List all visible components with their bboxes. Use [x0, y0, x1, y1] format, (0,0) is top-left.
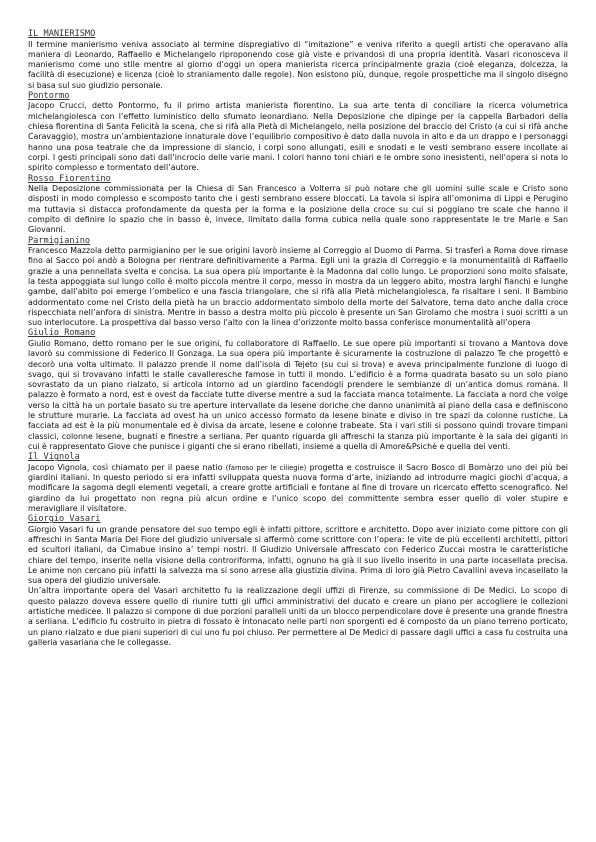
section-heading: Rosso Fiorentino [28, 173, 111, 184]
section-heading: Pontormo [28, 90, 70, 101]
section-paragraph: Nella Deposizione commissionata per la Chiesa di San Francesco a Volterra si può notare che gli uomini sulle scale e Cristo sono disposti in modo complesso e scomposto tanto che i gesti sembrano essere bloccati. La tavola si ispira all’omonima di Lippi e Perugino ma tuttavia si distacca profondamente da questa per la forma e la posizione della croce su cui si poggiano tre scale che hanno il compito di definire lo spazio che in basso è, invece, limitato dalla forma cubica nella quale sono rappresentate le tre Marie e San Giovanni. [28, 184, 568, 235]
section-heading: Giorgio Vasari [28, 514, 101, 525]
section-heading: Parmigianino [28, 235, 91, 246]
section-paragraph: Giorgio Vasari fu un grande pensatore del suo tempo egli è infatti pittore, scrittore e architetto. Dopo aver iniziato come pittore con gli affreschi in Santa Maria Del Fiore del giudizio universale si affermò come scrittore con l’opera: le vite de più eccellenti architetti, pittori ed scultori italiani, da Cimabue insino a’ tempi nostri. Il Giudizio Universale affrescato con Federico Zuccai mostra le caratteristiche chiare del tempo, inserite nella visione della controriforma, infatti, ognuno ha già il suo livello inserito in una parte incasellata precisa. Le anime non cercano più infatti la salvezza ma si sono arrese alla giustizia divina. Prima di loro già Pietro Cavallini aveva incasellato la sua opera del giudizio universale. [28, 524, 568, 586]
section-paragraph: Giulio Romano, detto romano per le sue origini, fu collaboratore di Raffaello. Le sue opere più importanti si trovano a Mantova dove lavorò su commissione di Federico II Gonzaga. La sua opera più importante è sicuramente la costruzione di palazzo Te che progettò e decorò una volta ultimato. Il palazzo prende il nome dall’isola di Tejeto (su cui si trova) e aveva principalmente funzione di luogo di svago, qui si trovavano infatti le stalle cavalleresche famose in tutti il mondo. L’edificio è a forma quadrata basato su un solo piano sovrastato da un piano rialzato, si articola intorno ad un giardino facendogli prendere le sembianze di un’antica domus romana. Il palazzo è formato a nord, est e ovest da facciate tutte diverse mentre a sud la facciata manca totalmente. La facciata a nord che volge verso la città ha un portale basato su tre aperture intervallate da lesene doriche che danno unanimità al piano della casa e definiscono le strutture murarie. La facciata ad ovest ha un unico accesso formato da lesene binate e diviso in tre spazi da colonne rustiche. La facciata ad est è la più monumentale ed è divisa da arcate, lesene e colonne trabeate. Sta i vari stili si possono quindi trovare timpani classici, colonne lesene, bugnati e finestre a serliana. Per quanto riguarda gli affreschi la stanza più importante è la sala dei giganti in cui è rappresentato Giove che punisce i giganti che si erano ribellati, insieme a quella di Amore&Psichè e quella dei venti. [28, 338, 568, 451]
section-paragraph: Francesco Mazzola detto parmigianino per le sue origini lavorò insieme al Correggio al Duomo di Parma. Si trasferì a Roma dove rimase fino al Sacco poi andò a Bologna per rientrare definitivamente a Parma. Egli unì la grazia di Correggio e la monumentalità di Raffaello grazie a una pennellata svelta e concisa. La sua opera più importante è la Madonna dal collo lungo. Le proporzioni sono molto sfalsate, la testa appoggiata sul lungo collo è molto piccola mentre il corpo, messo in mostra da un leggero abito, mostra larghi fianchi e lunghe gambe, dall’abito poi emerge l’ombelico e una fascia triangolare, che si rifà alla Pietà michelangiolesca, fa risaltare i seni. Il Bambino addormentato come nel Cristo della pietà ha un braccio addormentato simbolo della morte del Salvatore, tema dato anche dalla croce rispecchiata nell’anfora di sinistra. Mentre in basso a destra molto più piccolo è presente un San Girolamo che mostra i suoi scritti a un suo interlocutore. La prospettiva dal basso verso l’alto con la linea d’orizzonte molto bassa conferisce monumentalità all’opera [28, 246, 568, 328]
section-heading: IL MANIERISMO [28, 29, 96, 39]
section-paragraph: Jacopo Vignola, così chiamato per il paese natio (famoso per le ciliegie) progetta e costruisce il Sacro Bosco di Bomàrzo uno dei più bei giardini italiani. In questo periodo si era infatti sviluppata questa nuova forma d’arte, iniziando ad introdurre magici giochi d’acqua, a modificare la sagoma degli elementi vegetali, a creare grotte artificiali e fontane al fine di trovare un ricercato effetto scenografico. Nel giardino da lui progettato non regna più alcun ordine e l’unico scopo del committente sembra esser quello di voler stupire e meravigliare il visitatore. [28, 462, 569, 513]
section-paragraph: Un’altra importante opera del Vasari architetto fu la realizzazione degli uffizi di Firenze, su commissione di De Medici. Lo scopo di questo palazzo doveva essere quello di riunire tutti gli uffici amministrativi del ducato e creare un piano per accogliere le collezioni artistiche medicee. Il palazzo si compone di due porzioni paralleli uniti da un blocco perpendicolare dove è presente una grande finestra a serliana. L’edificio fu costruito in pietra di fossato è intonacato nelle parti non sporgenti ed è composto da un piano terreno porticato, un piano rialzato e due piani superiori di cui uno fu poi chiuso. Per permettere al De Medici di passare dagli uffici a casa fu costruita una galleria vasariana che le collegasse. [28, 586, 568, 647]
section-paragraph: Jacopo Crucci, detto Pontormo, fu il primo artista manierista fiorentino. La sua arte tenta di conciliare la ricerca volumetrica michelangiolesca con l’effetto luministico dello sfumato leonardiano. Nella Deposizione che dipinge per la cappella Barbadori della chiesa fiorentina di Santa Felicità la scena, che si rifà alla Pietà di Michelangelo, nella posizione del braccio del Cristo (a cui si rifà anche Caravaggio), mostra un’ambientazione innaturale dove l’equilibrio compositivo è dato dalla nuvola in alto e da un drappo e i personaggi hanno una posa teatrale che da impressione di slancio, i corpi sono allungati, esili e snodati e le vesti sembrano essere incollate ai corpi. I gesti principali sono dati dall’incrocio delle varie mani. I colori hanno toni chiari e le ombre sono inesistenti, nell’opera si nota lo spirito complesso e tormentato dell’autore. [28, 101, 568, 173]
section-heading: Giulio Romano [28, 328, 96, 339]
section-paragraph: Il termine manierismo veniva associato al termine dispregiativo di “imitazione” e veniva riferito a quegli artisti che operavano alla maniera di Leonardo, Raffaello e Michelangelo riproponendo cose già viste e privandosi di una propria identità. Vasari riconosceva il manierismo come uno stile mentre al giorno d’oggi un opera manierista ricerca principalmente grazia (cioè eleganza, dolcezza, la facilità di esecuzione) e licenza (cioè lo straniamento dalle regole). Non esistono più, dunque, regole prospettiche ma il singolo disegno si basa sul suo giudizio personale. [28, 39, 568, 90]
document-page [28, 29, 568, 648]
parenthetical-note: (famoso per le ciliegie) [225, 463, 307, 472]
section-heading: Il Vignola [28, 452, 80, 463]
